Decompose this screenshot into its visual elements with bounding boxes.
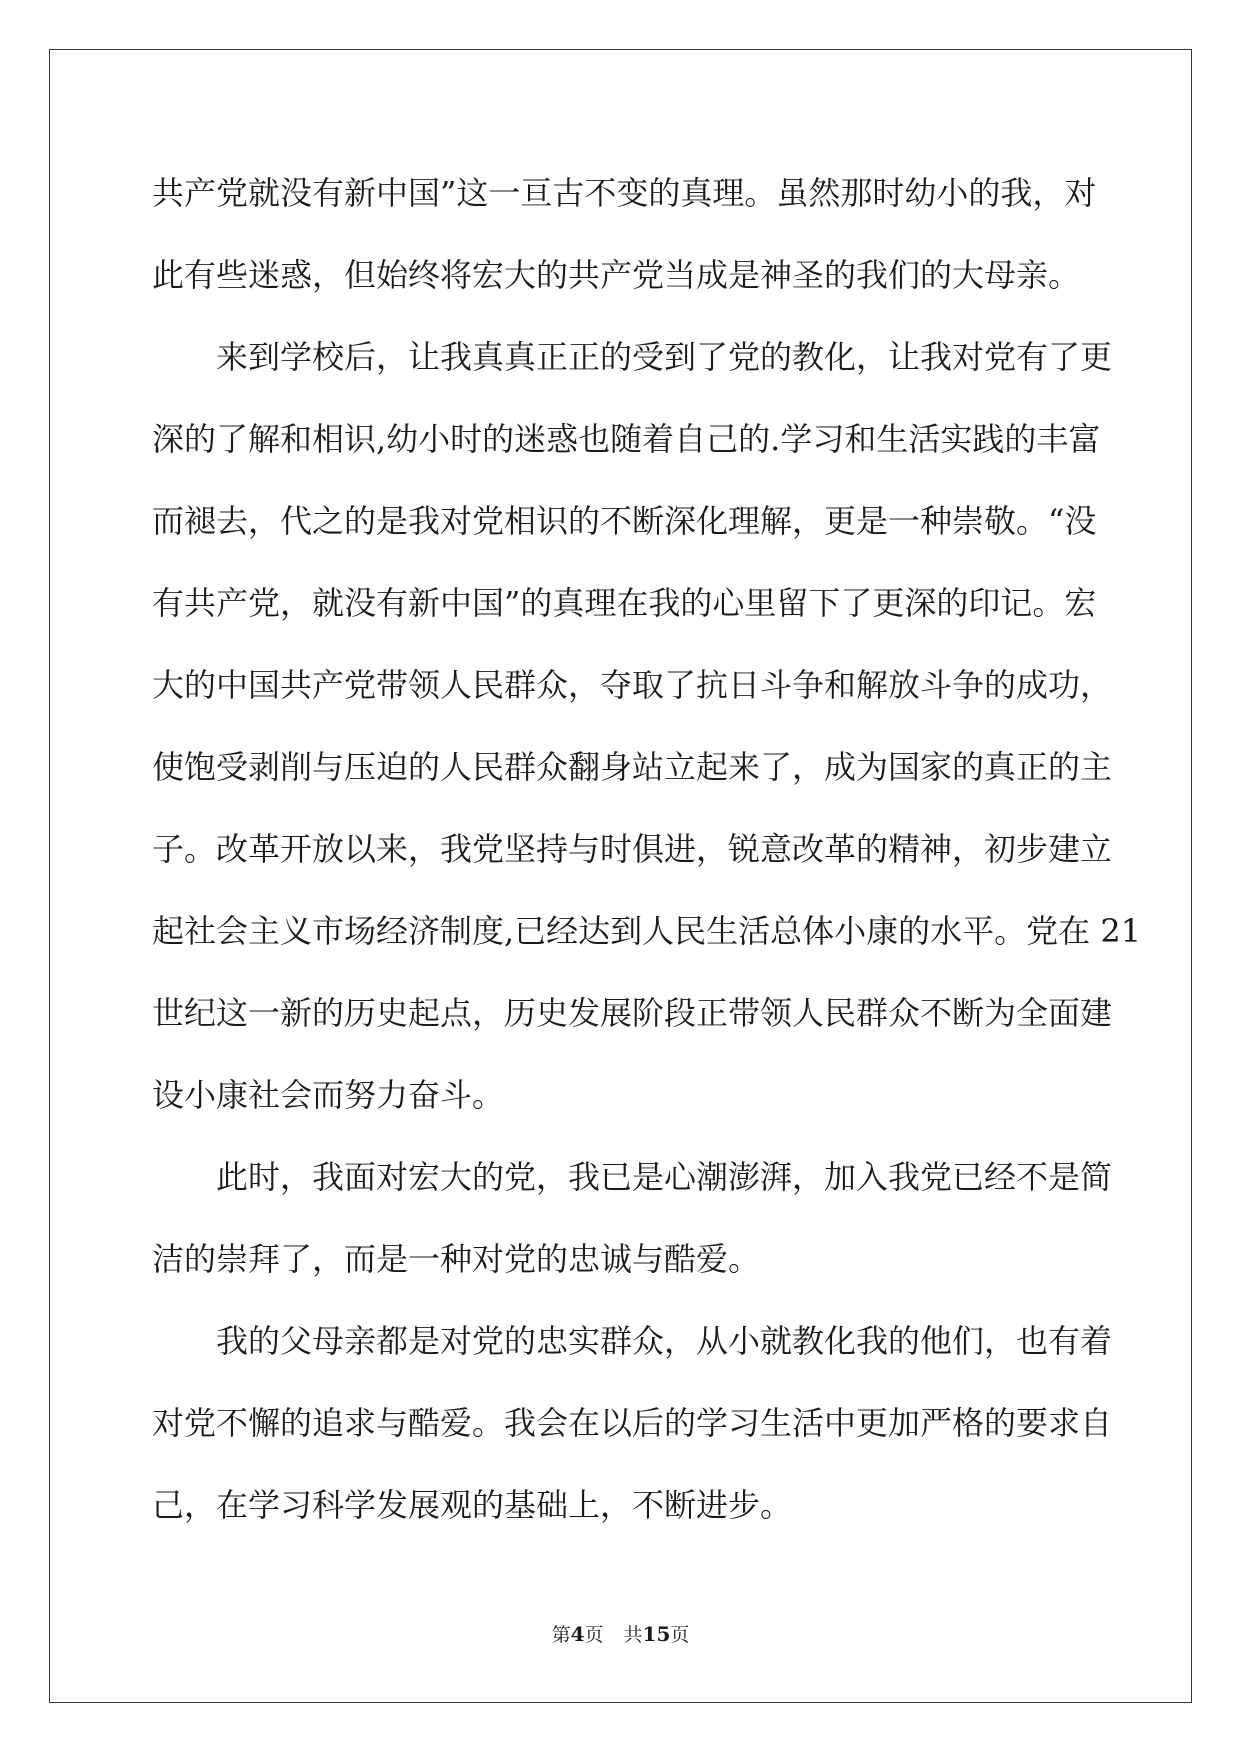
total-pages: 15 <box>642 1622 671 1646</box>
page-footer <box>0 1622 1241 1647</box>
text-line: 有共产党，就没有新中国”的真理在我的心里留下了更深的印记。宏 <box>152 584 1097 622</box>
text-line: 大的中国共产党带领人民群众，夺取了抗日斗争和解放斗争的成功， <box>152 666 1113 704</box>
text-line: 设小康社会而努力奋斗。 <box>152 1076 505 1114</box>
text-line: 洁的崇拜了，而是一种对党的忠诚与酷爱。 <box>152 1240 761 1278</box>
text-line: 共产党就没有新中国”这一亘古不变的真理。虽然那时幼小的我，对 <box>152 174 1097 212</box>
text-line: 此有些迷惑，但始终将宏大的共产党当成是神圣的我们的大母亲。 <box>152 256 1081 294</box>
text-line: 起社会主义市场经济制度,已经达到人民生活总体小康的水平。党在 21 <box>152 912 1142 950</box>
page-prefix: 第 <box>551 1624 571 1646</box>
document-body <box>152 160 1142 1554</box>
total-suffix: 页 <box>670 1624 690 1646</box>
text-line: 世纪这一新的历史起点，历史发展阶段正带领人民群众不断为全面建 <box>152 994 1113 1032</box>
total-prefix: 共 <box>623 1624 643 1646</box>
text-line: 对党不懈的追求与酷爱。我会在以后的学习生活中更加严格的要求自 <box>152 1404 1113 1442</box>
page-suffix: 页 <box>584 1624 604 1646</box>
paragraph-start-line: 我的父母亲都是对党的忠实群众，从小就教化我的他们，也有着 <box>216 1322 1113 1360</box>
paragraph-start-line: 来到学校后，让我真真正正的受到了党的教化，让我对党有了更 <box>216 338 1113 376</box>
text-line: 子。改革开放以来，我党坚持与时俱进，锐意改革的精神，初步建立 <box>152 830 1113 868</box>
page-number: 4 <box>570 1622 585 1646</box>
paragraph-start-line: 此时，我面对宏大的党，我已是心潮澎湃，加入我党已经不是简 <box>216 1158 1113 1196</box>
text-line: 己，在学习科学发展观的基础上，不断进步。 <box>152 1486 793 1524</box>
text-line: 使饱受剥削与压迫的人民群众翻身站立起来了，成为国家的真正的主 <box>152 748 1113 786</box>
text-line: 深的了解和相识,幼小时的迷惑也随着自己的.学习和生活实践的丰富 <box>152 420 1101 458</box>
text-line: 而褪去，代之的是我对党相识的不断深化理解，更是一种崇敬。“没 <box>152 502 1097 540</box>
